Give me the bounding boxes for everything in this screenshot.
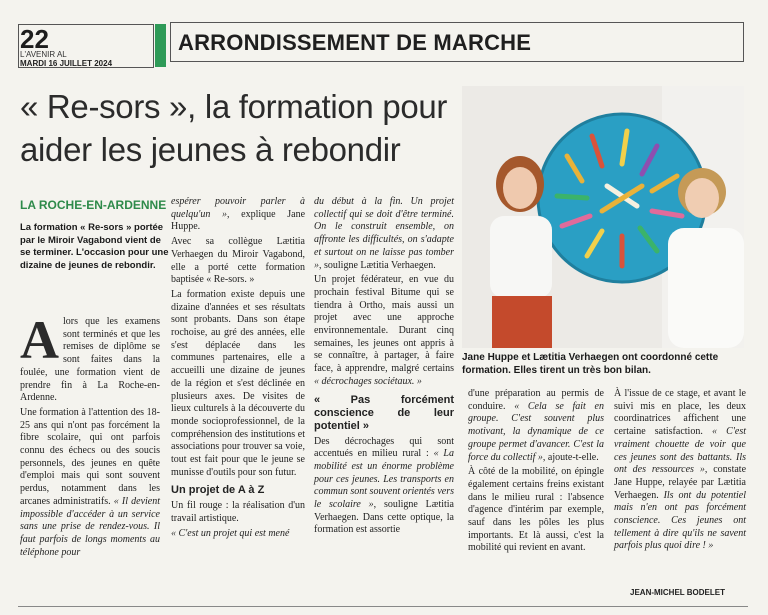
- paragraph-text: Un projet fédérateur, en vue du prochain festival Bitume qui se tiendra à Ortho, mais aussi un projet avec une approche environnementale. Durant cinq semaines, les jeunes ont appris à se connaître, à partager, à faire face, à apprendre, malgré certains: [314, 274, 454, 375]
- photo-caption: Jane Huppe et Lætitia Verhaegen ont coordonné cette formation. Elles tirent un très bon bilan.: [462, 352, 719, 376]
- article-column-1: [20, 310, 161, 561]
- paragraph-text: À l'issue de ce stage, et avant le suivi mis en place, les deux coordinatrices affichent une certaine satisfaction.: [614, 388, 746, 438]
- newspaper-name: L'AVENIR AL: [20, 50, 67, 59]
- subheading: « Pas forcément conscience de leur potentiel »: [314, 393, 454, 432]
- subheading: Un projet de A à Z: [171, 484, 265, 497]
- drop-cap: A: [20, 310, 59, 370]
- paragraph-text: d'une préparation au permis de conduire.: [468, 388, 604, 412]
- byline: JEAN-MICHEL BODELET: [630, 588, 725, 597]
- quote-text: « C'est vraiment chouette de voir que ces jeunes sont des battants. Ils ont des ressources »: [614, 426, 747, 476]
- paragraph: [171, 196, 305, 234]
- quote-text: Ils ont du potentiel mais n'en ont pas forcément conscience. Ces jeunes ont tellement à dire qu'ils ne savent parfois plus quoi dire ! »: [614, 489, 746, 552]
- paragraph: [314, 436, 454, 538]
- article-headline: « Re-sors », la formation pour aider les jeunes à rebondir: [20, 88, 448, 168]
- paragraph: [468, 388, 604, 464]
- bottom-rule: [18, 606, 748, 607]
- paragraph: La formation existe depuis une dizaine d'années et ses résultats sont probants. Dans son étape rochoise, au gré des années, elle s'est déplacée dans les communes partenaires, elle a accueilli une dizaine de jeunes de la région et s'est déclinée en plusieurs axes. De visites de lieux culturels à la découverte du monde socioprofessionnel, de la compréhension des institutions et associations pour trouver sa voie, tout est fait pour que le jeune se munisse d'outils pour son futur.: [171, 288, 305, 478]
- quote-text: espérer pouvoir parler à quelqu'un »: [171, 196, 305, 220]
- article-column-2: [171, 196, 305, 543]
- quote-text: « Il devient impossible d'accéder à un service sans une prise de rendez-vous. Il faut parfois de longs moments au téléphone pour: [20, 495, 161, 558]
- paragraph-text: Une formation à l'attention des 18-25 ans qui n'ont pas forcément la fibre scolaire, qui ont parfois connu des échecs ou des soucis personnels, des jeunes en quête d'emploi mais qui sont souvent perdus, notamment dans les arcanes administratifs.: [20, 406, 160, 507]
- article-column-4-text: [468, 388, 604, 557]
- article-photo: [462, 86, 744, 348]
- paragraph: [314, 274, 454, 388]
- quote-paragraph: « C'est un projet qui est mené: [171, 527, 290, 539]
- paragraph: [614, 388, 746, 553]
- paragraph-text: , ajoute-t-elle.: [542, 451, 599, 463]
- paragraph: Un fil rouge : la réalisation d'un travail artistique.: [171, 500, 305, 525]
- paragraph-text: lors que les examens sont terminés et que les remises de diplôme se sont faites dans la foulée, une formation vient de prendre fin à La Roche-en-Ardenne.: [20, 316, 160, 404]
- photo-illustration: [462, 86, 744, 348]
- publication-date: MARDI 16 JUILLET 2024: [20, 59, 113, 68]
- paragraph-text: , souligne Lætitia Verhaegen.: [319, 259, 436, 271]
- article-lead: La formation « Re-sors » portée par le Miroir Vagabond vient de se terminer. L'occasion pour une dizaine de jeunes de rebondir.: [20, 222, 169, 271]
- article-column-3: [314, 196, 454, 539]
- paragraph-text: , constate Jane Huppe, relayée par Lætitia Verhaegen.: [614, 464, 747, 501]
- article-location: LA ROCHE-EN-ARDENNE: [20, 198, 167, 212]
- section-title: ARRONDISSEMENT DE MARCHE: [178, 30, 532, 55]
- paragraph: [314, 196, 454, 272]
- paragraph-text: , souligne Lætitia Verhaegen. Dans cette optique, la formation est assortie: [314, 499, 454, 536]
- quote-text: « Cela se fait en groupe. C'est souvent plus motivant, la dynamique de ce groupe permet d'avancer. C'est la force du collectif »: [468, 400, 604, 463]
- section-accent-bar: [155, 24, 166, 67]
- paragraph-text: , explique Jane Huppe.: [171, 208, 306, 233]
- paragraph: Avec sa collègue Lætitia Verhaegen du Miroir Vagabond, elle a porté cette formation baptisée « Re-sors. »: [171, 236, 305, 286]
- paragraph: À côté de la mobilité, on épingle également certains freins existant dans le milieu rural : l'absence d'agence d'intérim par exemple, sauf dans les pôles les plus importants. Et là aussi, c'est la mobilité qui revient en avant.: [468, 466, 604, 554]
- quote-text: « décrochages sociétaux. »: [314, 375, 422, 387]
- paragraph: [20, 407, 160, 559]
- page-number: 22: [20, 24, 49, 54]
- quote-text: « La mobilité est un énorme problème pour ces jeunes. Les transports en commun sont souvent orientés vers le scolaire »: [314, 448, 454, 511]
- article-column-5: [614, 388, 746, 555]
- paragraph-text: Des décrochages qui sont accentués en milieu rural :: [314, 435, 454, 460]
- quote-text: du début à la fin. Un projet collectif qui se doit d'être terminé. On le construit ensemble, on affronte les difficultés, on s'adapte et surtout on ne laisse pas tomber »: [314, 196, 454, 271]
